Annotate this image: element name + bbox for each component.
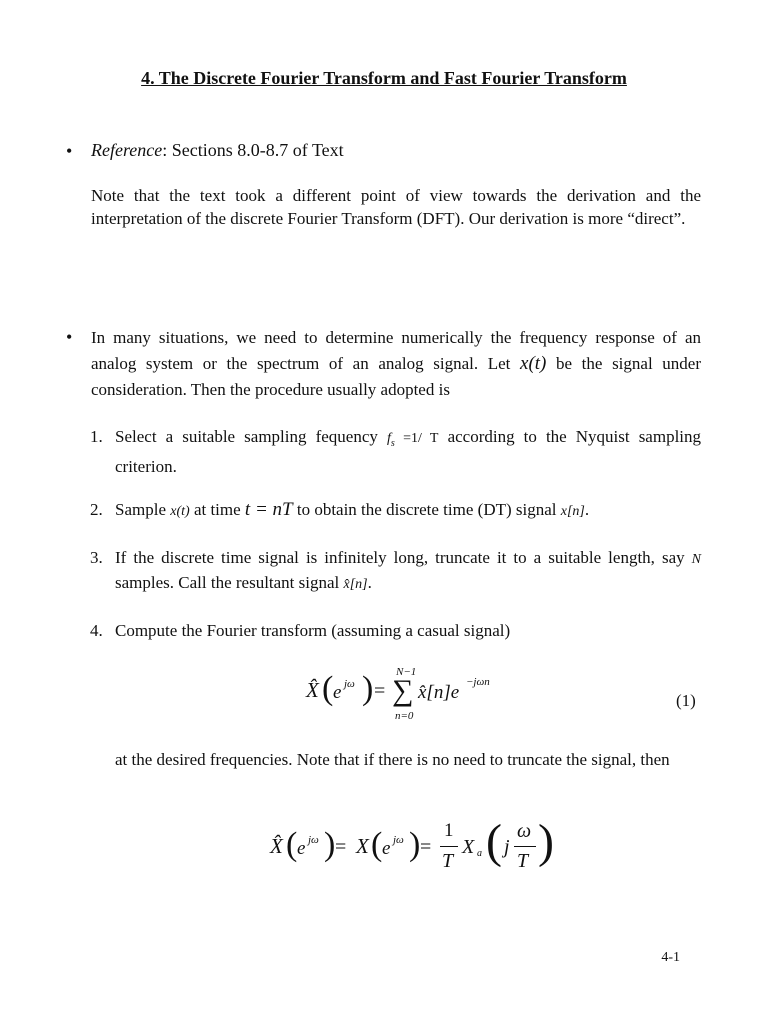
eq1-rparen: ): [362, 670, 374, 707]
item2-text-b: at time: [193, 500, 241, 519]
eq1-term-exp: −jωn: [466, 676, 490, 688]
eq2-xhat: X̂: [270, 834, 283, 858]
list-item-2: [115, 498, 701, 523]
item2-text-c: to obtain the discrete time (DT) signal: [296, 500, 557, 519]
math-t-nT: t = nT: [244, 499, 293, 520]
page-number: 4-1: [661, 950, 680, 965]
math-N: N: [691, 552, 702, 567]
eq1-sum-bot: n=0: [395, 710, 414, 722]
eq1-exp: jω: [344, 678, 355, 690]
list-number: 4.: [90, 621, 103, 640]
eq2-frac-bar: [440, 846, 458, 847]
eq2-rparen3: ): [538, 815, 554, 868]
reference-label: Reference: [91, 140, 163, 160]
eq1-sigma: ∑: [392, 674, 414, 707]
eq2-frac2-bar: [514, 846, 536, 847]
eq1-term: x̂[n]e: [418, 682, 460, 703]
eq2-e1: e: [297, 838, 306, 859]
item2-text-d: .: [584, 500, 590, 519]
note-paragraph: Note that the text took a different point of view towards the derivation and the interpretation of the discrete Fourier Transform (DFT). Our derivation is more “direct”.: [91, 186, 701, 228]
reference-line: [91, 139, 701, 162]
eq2-x: X: [356, 834, 369, 858]
eq2-rparen1: ): [324, 826, 336, 863]
intro-text-a: In many situations, we need to determine numerically the frequency response of an analog system or the spectrum of an analog signal. Let: [91, 328, 701, 373]
bullet-marker: •: [66, 327, 73, 347]
intro-text-b: be the signal under consideration. Then the procedure usually adopted is: [91, 354, 702, 399]
eq1-sum-top: N−1: [396, 666, 417, 678]
item3-text-a: If the discrete time signal is infinitely long, truncate it to a suitable length, say: [115, 548, 685, 567]
eq1-e: e: [333, 682, 342, 703]
item3-text-b: samples. Call the resultant signal: [115, 573, 340, 592]
eq2-exp1: jω: [308, 834, 319, 846]
item3-text-c: .: [367, 573, 372, 592]
after-eq-paragraph: at the desired frequencies. Note that if there is no need to truncate the signal, then: [115, 750, 670, 769]
eq2-frac-den: T: [442, 850, 454, 872]
bullet-marker: •: [66, 141, 73, 161]
list-item-4: Compute the Fourier transform (assuming a casual signal): [115, 621, 511, 640]
item1-text-b: according to the Nyquist sampling criterion.: [115, 427, 702, 476]
eq2-lparen1: (: [286, 826, 298, 863]
list-item-1: [115, 425, 701, 478]
list-number: 3.: [90, 548, 103, 567]
equation-2: [270, 815, 570, 884]
reference-text: : Sections 8.0-8.7 of Text: [162, 140, 344, 160]
eq2-equals1: =: [335, 836, 347, 858]
eq2-xa-sub: a: [477, 848, 482, 859]
eq1-equals: =: [374, 680, 386, 702]
list-number: 2.: [90, 500, 103, 519]
equation-number: (1): [676, 691, 696, 710]
intro-paragraph: [91, 325, 701, 403]
math-xt: x(t): [520, 353, 547, 374]
eq1-xhat: X̂: [306, 678, 319, 702]
item2-text-a: Sample: [115, 500, 166, 519]
eq2-xa: X: [462, 836, 475, 858]
math-xn: x[n]: [560, 504, 585, 519]
eq2-e2: e: [382, 838, 391, 859]
equation-1: [306, 668, 606, 728]
item1-text-a: Select a suitable sampling fequency: [115, 427, 378, 446]
eq2-frac-num: 1: [444, 820, 454, 841]
eq2-lparen2: (: [371, 826, 383, 863]
list-number: 1.: [90, 427, 103, 446]
list-item-3: [115, 546, 701, 596]
eq2-equals2: =: [420, 836, 432, 858]
eq2-j: j: [504, 836, 510, 858]
eq2-rparen2: ): [409, 826, 421, 863]
math-xhat-n: x̂[n]: [343, 577, 368, 592]
eq2-lparen3: (: [486, 815, 502, 868]
math-fs: $f_s =1/$ T: [386, 431, 439, 449]
eq2-omega: ω: [517, 820, 532, 842]
eq2-frac2-den: T: [517, 850, 529, 872]
eq1-lparen: (: [322, 670, 334, 707]
eq2-exp2: jω: [393, 834, 404, 846]
math-xt-small: x(t): [170, 504, 190, 519]
page-title: 4. The Discrete Fourier Transform and Fast Fourier Transform: [141, 68, 627, 88]
